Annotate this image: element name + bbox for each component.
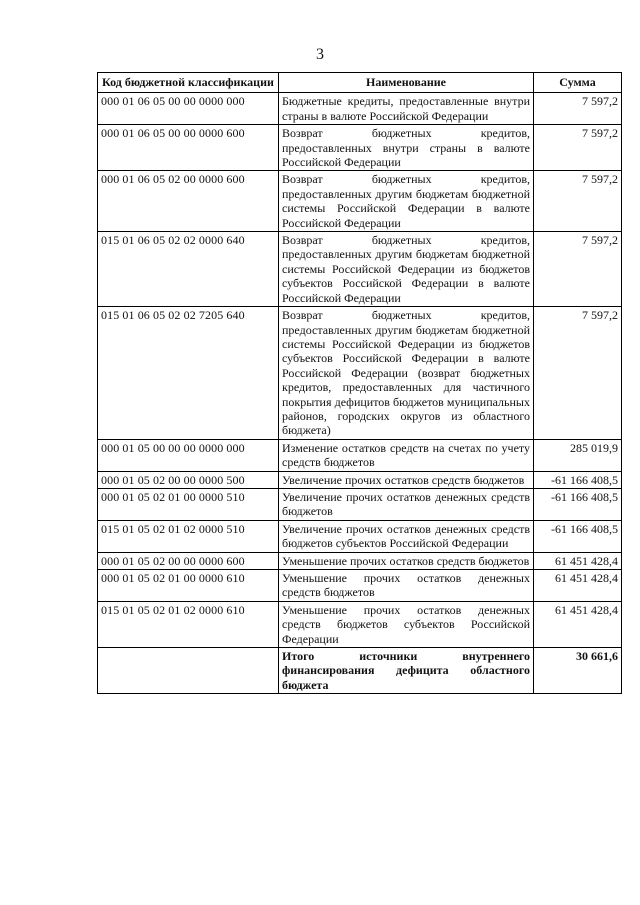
row-code: 015 01 06 05 02 02 7205 640	[98, 307, 279, 440]
row-sum: 7 597,2	[534, 171, 622, 232]
table-row	[98, 171, 622, 232]
row-code: 000 01 06 05 02 00 0000 600	[98, 171, 279, 232]
row-code: 000 01 05 02 01 00 0000 510	[98, 488, 279, 520]
row-code: 000 01 05 00 00 00 0000 000	[98, 439, 279, 471]
row-sum: 7 597,2	[534, 307, 622, 440]
row-sum: 61 451 428,4	[534, 601, 622, 647]
table-row	[98, 125, 622, 171]
row-sum: 7 597,2	[534, 125, 622, 171]
total-name: Итого источники внутреннего финансирования дефицита областного бюджета	[279, 648, 534, 694]
table-row	[98, 232, 622, 307]
table-header-row	[98, 73, 622, 93]
table-row	[98, 488, 622, 520]
table-row	[98, 471, 622, 488]
row-name: Увеличение прочих остатков средств бюджетов	[279, 471, 534, 488]
row-code: 000 01 06 05 00 00 0000 000	[98, 93, 279, 125]
row-name: Изменение остатков средств на счетах по учету средств бюджетов	[279, 439, 534, 471]
row-name: Увеличение прочих остатков денежных средств бюджетов	[279, 488, 534, 520]
row-name: Возврат бюджетных кредитов, предоставленных внутри страны в валюте Российской Федерации	[279, 125, 534, 171]
total-code	[98, 648, 279, 694]
row-code: 000 01 05 02 01 00 0000 610	[98, 570, 279, 602]
page-number: 3	[316, 46, 324, 63]
table-body	[98, 93, 622, 694]
row-code: 000 01 05 02 00 00 0000 600	[98, 552, 279, 569]
row-name: Возврат бюджетных кредитов, предоставленных другим бюджетам бюджетной системы Российской Федерации в валюте Российской Федерации	[279, 171, 534, 232]
row-sum: 285 019,9	[534, 439, 622, 471]
row-sum: 7 597,2	[534, 93, 622, 125]
row-name: Уменьшение прочих остатков денежных средств бюджетов	[279, 570, 534, 602]
table-row	[98, 307, 622, 440]
header-name: Наименование	[279, 73, 534, 93]
row-code: 000 01 06 05 00 00 0000 600	[98, 125, 279, 171]
row-name: Бюджетные кредиты, предоставленные внутри страны в валюте Российской Федерации	[279, 93, 534, 125]
row-code: 015 01 05 02 01 02 0000 610	[98, 601, 279, 647]
row-sum: -61 166 408,5	[534, 520, 622, 552]
table-row	[98, 601, 622, 647]
row-code: 000 01 05 02 00 00 0000 500	[98, 471, 279, 488]
table-row	[98, 520, 622, 552]
row-name: Увеличение прочих остатков денежных средств бюджетов субъектов Российской Федерации	[279, 520, 534, 552]
row-name: Уменьшение прочих остатков средств бюджетов	[279, 552, 534, 569]
row-name: Возврат бюджетных кредитов, предоставленных другим бюджетам бюджетной системы Российской Федерации из бюджетов субъектов Российской Федерации в валюте Российской Федерации (возврат бюджетных кредитов, предоставленных для частичного покрытия дефицитов бюджетов муниципальных районов, городских округов из областного бюджета)	[279, 307, 534, 440]
table-row	[98, 552, 622, 569]
row-sum: -61 166 408,5	[534, 488, 622, 520]
row-name: Возврат бюджетных кредитов, предоставленных другим бюджетам бюджетной системы Российской Федерации из бюджетов субъектов Российской Федерации в валюте Российской Федерации	[279, 232, 534, 307]
total-row	[98, 648, 622, 694]
row-code: 015 01 05 02 01 02 0000 510	[98, 520, 279, 552]
row-sum: 61 451 428,4	[534, 570, 622, 602]
row-sum: 61 451 428,4	[534, 552, 622, 569]
row-code: 015 01 06 05 02 02 0000 640	[98, 232, 279, 307]
table-row	[98, 439, 622, 471]
budget-sources-table	[97, 72, 622, 694]
table-row	[98, 93, 622, 125]
header-code: Код бюджетной классификации	[98, 73, 279, 93]
table-row	[98, 570, 622, 602]
header-sum: Сумма	[534, 73, 622, 93]
row-name: Уменьшение прочих остатков денежных средств бюджетов субъектов Российской Федерации	[279, 601, 534, 647]
row-sum: -61 166 408,5	[534, 471, 622, 488]
row-sum: 7 597,2	[534, 232, 622, 307]
total-sum: 30 661,6	[534, 648, 622, 694]
